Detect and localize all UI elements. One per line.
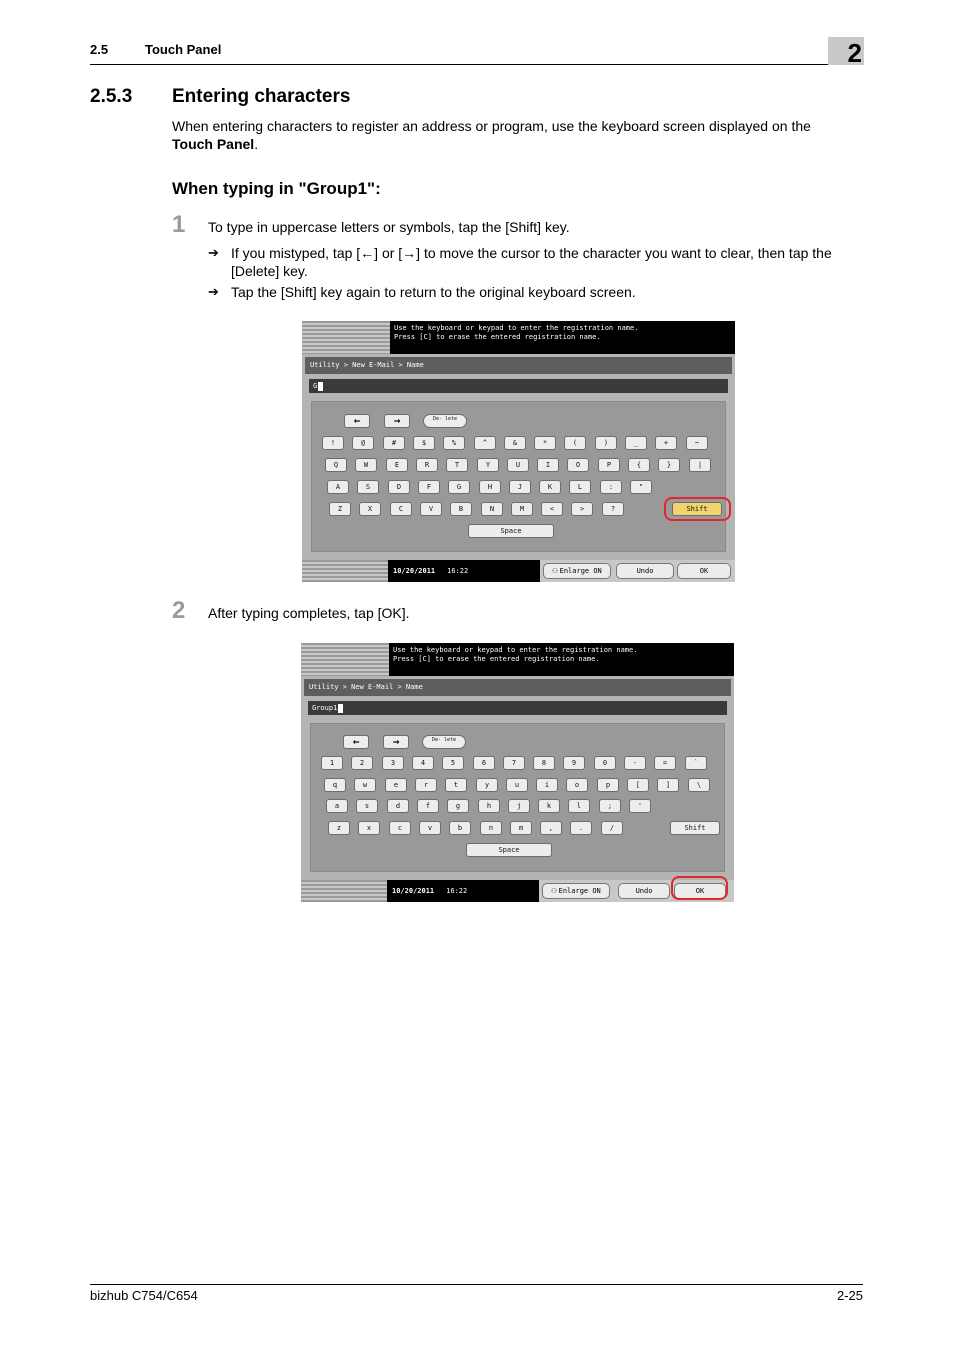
keyboard-key[interactable]: ,	[540, 821, 562, 835]
touch-panel-screenshot-shift	[302, 321, 735, 582]
keyboard-key[interactable]: D	[388, 480, 410, 494]
cursor-left-key[interactable]: ←	[343, 735, 369, 749]
keyboard-key[interactable]: I	[537, 458, 559, 472]
keyboard-key[interactable]: U	[507, 458, 529, 472]
shift-key[interactable]: Shift	[670, 821, 720, 835]
panel-message-line: Use the keyboard or keypad to enter the registration name.	[393, 646, 638, 654]
panel-stripes	[301, 880, 387, 902]
panel-date: 10/20/2011	[393, 567, 436, 575]
name-input-value: G	[313, 382, 318, 390]
keyboard-key[interactable]: .	[570, 821, 592, 835]
keyboard-key[interactable]: @	[352, 436, 374, 450]
keyboard-key[interactable]: 6	[473, 756, 495, 770]
cursor-left-key[interactable]: ←	[344, 414, 370, 428]
keyboard-key[interactable]: 7	[503, 756, 525, 770]
keyboard-key[interactable]: F	[418, 480, 440, 494]
keyboard-key[interactable]: g	[447, 799, 469, 813]
keyboard-key[interactable]: 1	[321, 756, 343, 770]
keyboard-key[interactable]: Q	[325, 458, 347, 472]
keyboard-key[interactable]: i	[536, 778, 558, 792]
panel-message	[390, 321, 735, 354]
keyboard-key[interactable]: {	[628, 458, 650, 472]
keyboard-key[interactable]: '	[629, 799, 651, 813]
step-number: 1	[172, 211, 186, 238]
undo-button[interactable]: Undo	[618, 883, 670, 899]
enlarge-label: Enlarge ON	[558, 887, 601, 895]
keyboard-key[interactable]: a	[326, 799, 348, 813]
shift-highlight-ring	[664, 497, 731, 521]
keyboard-key[interactable]: z	[328, 821, 350, 835]
intro-paragraph	[172, 117, 852, 153]
name-input-value: Group1	[312, 704, 338, 712]
keyboard-key[interactable]: c	[389, 821, 411, 835]
header-section-title: Touch Panel	[145, 42, 222, 57]
substep-text: Tap the [Shift] key again to return to the original keyboard screen.	[231, 284, 636, 300]
section-title: Entering characters	[172, 86, 351, 107]
keyboard-key[interactable]: 0	[594, 756, 616, 770]
panel-time: 16:22	[446, 887, 468, 895]
keyboard-key[interactable]: Z	[329, 502, 351, 516]
keyboard-key[interactable]: -	[624, 756, 646, 770]
keyboard-key[interactable]: p	[597, 778, 619, 792]
keyboard-key[interactable]: =	[654, 756, 676, 770]
undo-button[interactable]: Undo	[616, 563, 674, 579]
text-cursor	[338, 704, 343, 713]
panel-message-line: Use the keyboard or keypad to enter the registration name.	[394, 324, 639, 332]
intro-text: When entering characters to register an address or program, use the keyboard screen displayed on the	[172, 118, 811, 134]
keyboard-key[interactable]: +	[655, 436, 677, 450]
intro-bold: Touch Panel	[172, 136, 255, 152]
ok-button[interactable]: OK	[674, 883, 726, 899]
keyboard-key[interactable]: N	[481, 502, 503, 516]
panel-breadcrumb: Utility > New E-Mail > Name	[305, 357, 732, 374]
subheading: When typing in "Group1":	[172, 179, 381, 198]
keyboard-key[interactable]: ^	[474, 436, 496, 450]
keyboard-key[interactable]: #	[383, 436, 405, 450]
keyboard-key[interactable]: f	[417, 799, 439, 813]
chapter-tab	[828, 37, 864, 68]
keyboard-key[interactable]: V	[420, 502, 442, 516]
keyboard-key[interactable]: e	[385, 778, 407, 792]
enlarge-button[interactable]	[543, 563, 611, 579]
keyboard-key[interactable]: q	[324, 778, 346, 792]
section-number: 2.5.3	[90, 86, 133, 107]
step-number: 2	[172, 597, 186, 624]
keyboard-key[interactable]: S	[357, 480, 379, 494]
keyboard-key[interactable]: 2	[351, 756, 373, 770]
keyboard-key[interactable]: <	[541, 502, 563, 516]
header-section-number: 2.5	[90, 42, 109, 57]
keyboard-key[interactable]: 3	[382, 756, 404, 770]
panel-stripes	[302, 321, 390, 354]
keyboard-key[interactable]: t	[445, 778, 467, 792]
keyboard-key[interactable]: k	[538, 799, 560, 813]
keyboard-key[interactable]: X	[359, 502, 381, 516]
panel-breadcrumb: Utility > New E-Mail > Name	[304, 679, 731, 696]
space-key[interactable]: Space	[468, 524, 554, 538]
keyboard-key[interactable]: 5	[442, 756, 464, 770]
enlarge-label: Enlarge ON	[559, 567, 602, 575]
keyboard-key[interactable]: ]	[657, 778, 679, 792]
keyboard-key[interactable]: h	[478, 799, 500, 813]
panel-stripes	[301, 643, 389, 676]
keyboard-key[interactable]: `	[685, 756, 707, 770]
keyboard-key[interactable]: *	[534, 436, 556, 450]
delete-key[interactable]: De- lete	[422, 735, 466, 749]
keyboard-key[interactable]: r	[415, 778, 437, 792]
keyboard-key[interactable]: w	[354, 778, 376, 792]
keyboard-key[interactable]: >	[571, 502, 593, 516]
keyboard-key[interactable]: |	[689, 458, 711, 472]
keyboard-key[interactable]: }	[658, 458, 680, 472]
text-cursor	[318, 382, 323, 391]
keyboard-key[interactable]: W	[355, 458, 377, 472]
delete-key[interactable]: De- lete	[423, 414, 467, 428]
keyboard-key[interactable]: E	[386, 458, 408, 472]
keyboard-key[interactable]: n	[480, 821, 502, 835]
keyboard-key[interactable]: B	[450, 502, 472, 516]
enlarge-button[interactable]	[542, 883, 610, 899]
step-text: After typing completes, tap [OK].	[208, 605, 410, 621]
touch-panel-screenshot-ok	[301, 643, 734, 902]
footer-product: bizhub C754/C654	[90, 1288, 198, 1303]
panel-date-time	[387, 880, 539, 902]
bullet-arrow-icon: ➔	[208, 245, 219, 260]
footer-rule	[90, 1284, 863, 1285]
space-key[interactable]: Space	[466, 843, 552, 857]
substep-text: If you mistyped, tap [←] or [→] to move the cursor to the character you want to clear, then tap the [Delete] key.	[231, 245, 832, 279]
keyboard-key[interactable]: (	[564, 436, 586, 450]
keyboard-key[interactable]: y	[476, 778, 498, 792]
keyboard-key[interactable]: ~	[686, 436, 708, 450]
name-input[interactable]	[308, 701, 727, 715]
keyboard-key[interactable]: J	[509, 480, 531, 494]
keyboard-key[interactable]: /	[601, 821, 623, 835]
chapter-number: 2	[847, 38, 862, 68]
keyboard-key[interactable]: _	[625, 436, 647, 450]
keyboard-key[interactable]: ?	[602, 502, 624, 516]
keyboard-key[interactable]: 9	[563, 756, 585, 770]
intro-end: .	[254, 136, 259, 152]
keyboard-key[interactable]: b	[449, 821, 471, 835]
keyboard-key[interactable]: x	[358, 821, 380, 835]
keyboard-key[interactable]: :	[600, 480, 622, 494]
ok-highlight-ring	[671, 876, 728, 900]
keyboard-key[interactable]: O	[567, 458, 589, 472]
keyboard-key[interactable]: G	[448, 480, 470, 494]
keyboard-key[interactable]: C	[390, 502, 412, 516]
keyboard-key[interactable]: %	[443, 436, 465, 450]
header-rule	[90, 64, 863, 65]
step-text: To type in uppercase letters or symbols, tap the [Shift] key.	[208, 219, 570, 235]
enlarge-icon: ⚇	[552, 566, 558, 576]
keyboard-key[interactable]: "	[630, 480, 652, 494]
keyboard-key[interactable]: A	[327, 480, 349, 494]
ok-button[interactable]: OK	[677, 563, 731, 579]
enlarge-icon: ⚇	[551, 886, 557, 896]
bullet-arrow-icon: ➔	[208, 284, 219, 299]
keyboard-key[interactable]: \	[688, 778, 710, 792]
keyboard-key[interactable]: T	[446, 458, 468, 472]
keyboard-key[interactable]: m	[510, 821, 532, 835]
panel-message-line: Press [C] to erase the entered registration name.	[394, 333, 601, 341]
keyboard-key[interactable]: !	[322, 436, 344, 450]
keyboard-key[interactable]: j	[508, 799, 530, 813]
keyboard-key[interactable]: 4	[412, 756, 434, 770]
keyboard-key[interactable]: l	[568, 799, 590, 813]
panel-time: 16:22	[447, 567, 469, 575]
keyboard-key[interactable]: R	[416, 458, 438, 472]
name-input[interactable]	[309, 379, 728, 393]
panel-date: 10/20/2011	[392, 887, 435, 895]
keyboard-key[interactable]: M	[511, 502, 533, 516]
keyboard-key[interactable]: $	[413, 436, 435, 450]
keyboard-key[interactable]: v	[419, 821, 441, 835]
keyboard-key[interactable]: [	[627, 778, 649, 792]
panel-message	[389, 643, 734, 676]
keyboard-key[interactable]: Y	[477, 458, 499, 472]
cursor-right-key[interactable]: →	[383, 735, 409, 749]
keyboard-key[interactable]: d	[387, 799, 409, 813]
shift-key[interactable]: Shift	[672, 502, 722, 516]
keyboard-key[interactable]: ;	[599, 799, 621, 813]
keyboard-key[interactable]: K	[539, 480, 561, 494]
panel-stripes	[302, 560, 388, 582]
keyboard-key[interactable]: &	[504, 436, 526, 450]
keyboard-key[interactable]: o	[566, 778, 588, 792]
footer-page-number: 2-25	[836, 1288, 863, 1303]
keyboard-key[interactable]: H	[479, 480, 501, 494]
keyboard-key[interactable]: s	[356, 799, 378, 813]
keyboard-key[interactable]: L	[569, 480, 591, 494]
keyboard-key[interactable]: u	[506, 778, 528, 792]
keyboard-key[interactable]: P	[598, 458, 620, 472]
panel-date-time	[388, 560, 540, 582]
keyboard-key[interactable]: 8	[533, 756, 555, 770]
panel-message-line: Press [C] to erase the entered registration name.	[393, 655, 600, 663]
cursor-right-key[interactable]: →	[384, 414, 410, 428]
keyboard-key[interactable]: )	[595, 436, 617, 450]
